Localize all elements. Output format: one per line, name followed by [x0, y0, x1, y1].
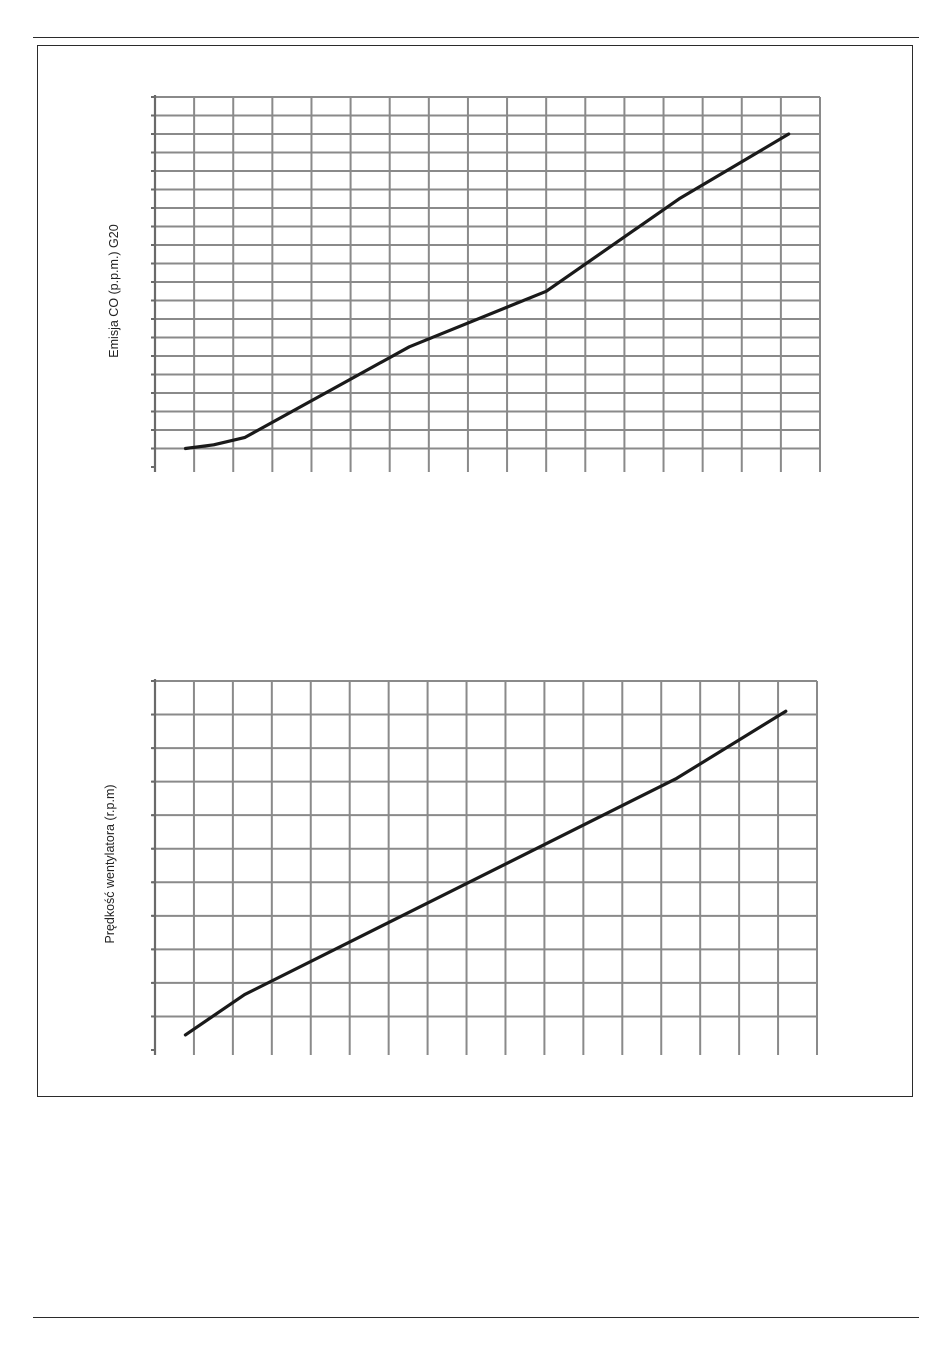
series-line — [186, 134, 789, 449]
fan-speed-chart — [103, 679, 817, 1055]
bottom-rule — [33, 1317, 919, 1318]
series-line — [185, 711, 785, 1035]
co-emission-chart — [107, 95, 820, 472]
co-emission-y-axis-label: Emisja CO (p.p.m.) G20 — [107, 224, 121, 358]
fan-speed-y-axis-label: Prędkość wentylatora (r.p.m) — [103, 784, 117, 944]
